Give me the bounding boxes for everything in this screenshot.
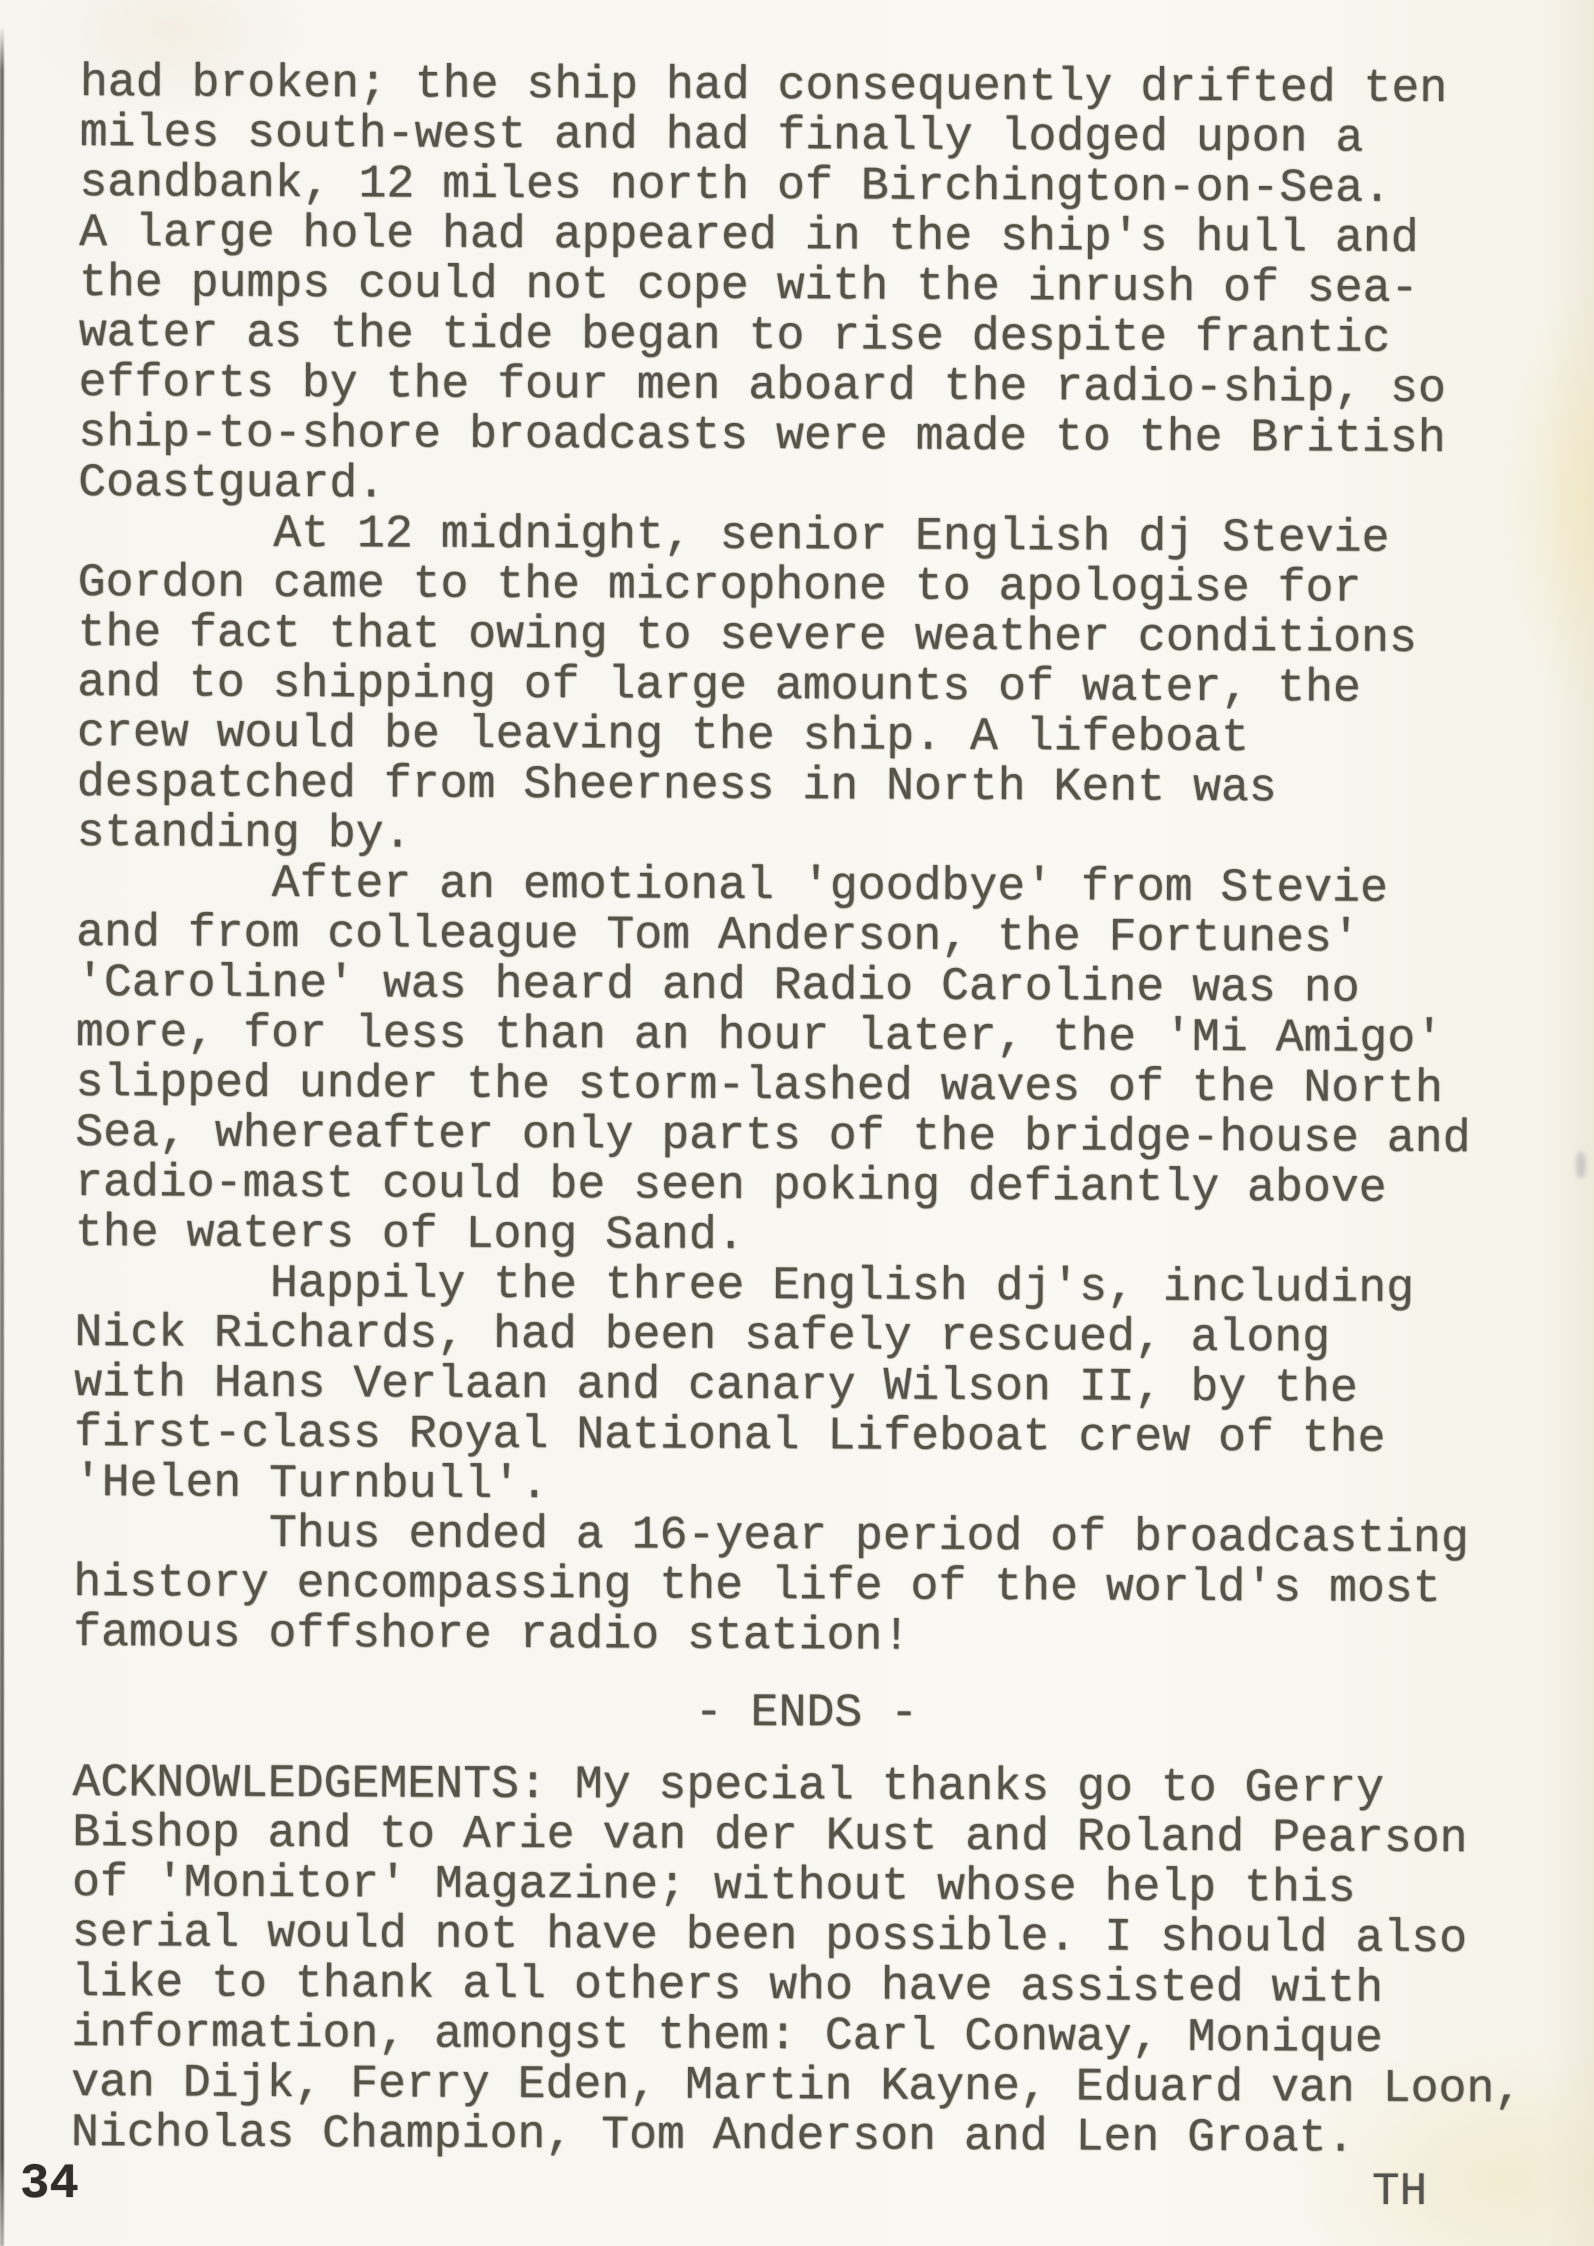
text-line: 'Caroline' was heard and Radio Caroline was no [75,955,1360,1015]
text-line: ACKNOWLEDGEMENTS: My special thanks go to Gerry [72,1755,1385,1815]
scan-speck-artifact [1576,1152,1586,1178]
text-line: had broken; the ship had consequently drifted ten [79,56,1448,115]
typewritten-article [71,58,1531,2164]
text-line: Bishop and to Arie van der Kust and Roland Pearson [72,1805,1468,1866]
text-line: and to shipping of large amounts of water, the [77,655,1361,715]
text-line: A large hole had appeared in the ship's hull and [79,205,1419,265]
text-line: first-class Royal National Lifeboat crew of the [73,1405,1386,1465]
text-line: Gordon came to the microphone to apologise for [77,555,1362,615]
text-line: Sea, whereafter only parts of the bridge-house and [75,1105,1471,1166]
scan-edge-artifact [0,26,4,2246]
text-line: history encompassing the life of the world's most [73,1555,1441,1615]
paragraph-3 [74,855,1528,1264]
text-line: miles south-west and had finally lodged upon a [79,105,1364,165]
text-line: slipped under the storm-lashed waves of the North [75,1055,1443,1115]
text-line: more, for less than an hour later, the 'Mi Amigo' [75,1005,1444,1065]
text-line: crew would be leaving the ship. A lifeboat [76,705,1250,765]
text-line: efforts by the four men aboard the radio-ship, so [78,355,1447,415]
text-line: the waters of Long Sand. [74,1205,745,1262]
text-line: sandbank, 12 miles north of Birchington-on-Sea. [79,155,1392,215]
text-line: the fact that owing to severe weather conditions [77,605,1418,665]
text-line: Nicholas Champion, Tom Anderson and Len Groat. [70,2105,1355,2165]
text-line: Happily the three English dj's, including [74,1255,1415,1315]
acknowledgements-paragraph [70,1755,1524,2165]
paragraph-1 [78,58,1531,514]
page-number: 34 [20,2156,79,2212]
paragraph-4 [73,1255,1526,1514]
text-line: standing by. [76,805,412,861]
text-line: ship-to-shore broadcasts were made to the British [78,405,1446,465]
paragraph-5 [73,1505,1525,1664]
paragraph-2 [76,505,1530,864]
text-line: like to thank all others who have assisted with [71,1955,1384,2015]
text-line: van Dijk, Ferry Eden, Martin Kayne, Eduard van Loon, [71,2055,1523,2116]
text-line: with Hans Verlaan and canary Wilson II, by the [74,1355,1358,1415]
text-line: of 'Monitor' Magazine; without whose help this [71,1855,1356,1915]
text-line: water as the tide began to rise despite frantic [78,305,1391,365]
text-line: famous offshore radio station! [73,1605,911,1663]
text-line: and from colleague Tom Anderson, the Fortunes' [76,905,1360,965]
author-initials: TH [1372,2166,1428,2218]
text-line: serial would not have been possible. I should also [71,1905,1468,1966]
text-line: despatched from Sheerness in North Kent was [76,755,1277,815]
text-line: radio-mast could be seen poking defiantly above [74,1155,1387,1215]
ends-marker: - ENDS - [694,1685,919,1740]
text-line: Coastguard. [78,455,386,511]
text-line: information, amongst them: Carl Conway, Monique [71,2005,1384,2065]
text-line: At 12 midnight, senior English dj Stevie [77,505,1390,565]
text-line: 'Helen Turnbull'. [73,1455,549,1512]
text-line: Thus ended a 16-year period of broadcasting [73,1505,1469,1566]
text-line: After an emotional 'goodbye' from Stevie [76,855,1389,915]
text-line: Nick Richards, had been safely rescued, along [74,1305,1331,1365]
text-line: the pumps could not cope with the inrush of sea- [78,255,1419,315]
